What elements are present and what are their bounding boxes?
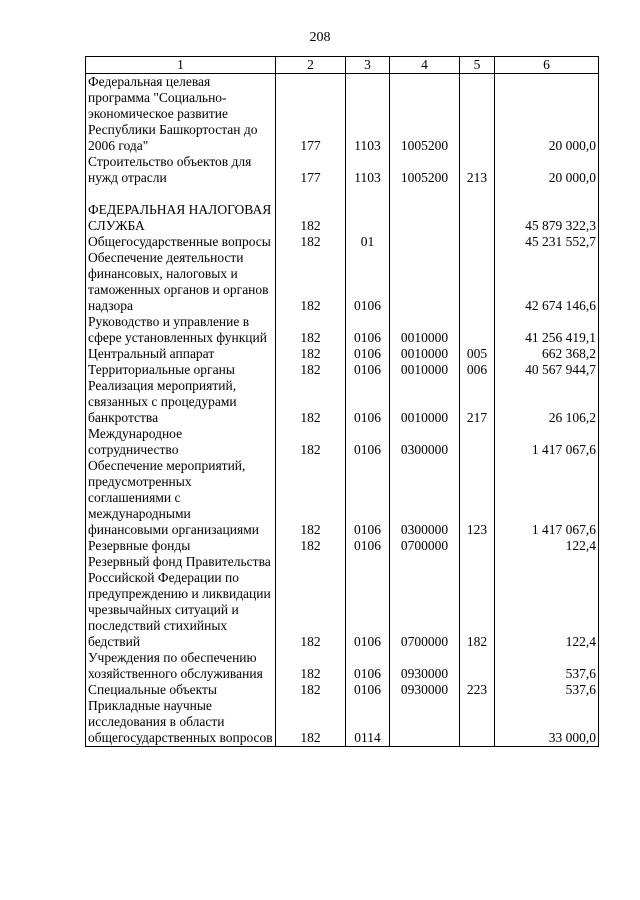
table-body xyxy=(86,74,599,747)
section-code-cell: 0106 xyxy=(346,682,390,698)
expense-type-cell xyxy=(460,314,495,346)
table-row xyxy=(86,314,599,346)
amount-cell: 45 231 552,7 xyxy=(495,234,599,250)
amount-cell: 45 879 322,3 xyxy=(495,202,599,234)
target-article-cell xyxy=(390,250,460,314)
spacer-cell xyxy=(460,186,495,202)
amount-cell: 122,4 xyxy=(495,554,599,650)
expense-type-cell xyxy=(460,202,495,234)
column-header-6: 6 xyxy=(495,57,599,74)
budget-table xyxy=(85,56,599,747)
row-name-cell: Международное сотрудничество xyxy=(86,426,276,458)
target-article-cell xyxy=(390,698,460,747)
target-article-cell: 0010000 xyxy=(390,346,460,362)
spacer-cell xyxy=(390,186,460,202)
row-name-cell: ФЕДЕРАЛЬНАЯ НАЛОГОВАЯ СЛУЖБА xyxy=(86,202,276,234)
row-name-cell: Обеспечение деятельности финансовых, налоговых и таможенных органов и органов надзора xyxy=(86,250,276,314)
amount-cell: 537,6 xyxy=(495,682,599,698)
table-row xyxy=(86,362,599,378)
row-name-cell: Прикладные научные исследования в области общегосударственных вопросов xyxy=(86,698,276,747)
target-article-cell xyxy=(390,234,460,250)
column-header-4: 4 xyxy=(390,57,460,74)
target-article-cell: 0010000 xyxy=(390,378,460,426)
page-number: 208 xyxy=(309,30,331,45)
column-header-5: 5 xyxy=(460,57,495,74)
table-row xyxy=(86,74,599,155)
target-article-cell: 1005200 xyxy=(390,74,460,155)
amount-cell: 122,4 xyxy=(495,538,599,554)
row-name-cell: Резервные фонды xyxy=(86,538,276,554)
target-article-cell: 0930000 xyxy=(390,682,460,698)
expense-type-cell xyxy=(460,650,495,682)
amount-cell: 42 674 146,6 xyxy=(495,250,599,314)
target-article-cell: 0010000 xyxy=(390,314,460,346)
row-name-cell: Резервный фонд Правительства Российской Федерации по предупреждению и ликвидации чрезвычайных ситуаций и последствий стихийных бедствий xyxy=(86,554,276,650)
section-code-cell: 0106 xyxy=(346,554,390,650)
amount-cell: 41 256 419,1 xyxy=(495,314,599,346)
target-article-cell: 0300000 xyxy=(390,458,460,538)
expense-type-cell: 006 xyxy=(460,362,495,378)
table-row xyxy=(86,234,599,250)
expense-type-cell: 005 xyxy=(460,346,495,362)
section-code-cell: 0106 xyxy=(346,458,390,538)
section-code-cell: 0106 xyxy=(346,378,390,426)
row-name-cell: Специальные объекты xyxy=(86,682,276,698)
admin-code-cell: 182 xyxy=(276,346,346,362)
target-article-cell: 0700000 xyxy=(390,538,460,554)
table-row xyxy=(86,154,599,186)
admin-code-cell: 182 xyxy=(276,234,346,250)
spacer-cell xyxy=(86,186,276,202)
amount-cell: 33 000,0 xyxy=(495,698,599,747)
admin-code-cell: 182 xyxy=(276,426,346,458)
amount-cell: 20 000,0 xyxy=(495,154,599,186)
row-name-cell: Учреждения по обеспечению хозяйственного обслуживания xyxy=(86,650,276,682)
expense-type-cell xyxy=(460,74,495,155)
target-article-cell: 0930000 xyxy=(390,650,460,682)
spacer-cell xyxy=(276,186,346,202)
section-code-cell: 0106 xyxy=(346,538,390,554)
amount-cell: 26 106,2 xyxy=(495,378,599,426)
table-row xyxy=(86,458,599,538)
row-name-cell: Руководство и управление в сфере установленных функций xyxy=(86,314,276,346)
section-code-cell: 1103 xyxy=(346,154,390,186)
header-row xyxy=(86,57,599,74)
expense-type-cell xyxy=(460,538,495,554)
expense-type-cell: 123 xyxy=(460,458,495,538)
admin-code-cell: 177 xyxy=(276,154,346,186)
admin-code-cell: 182 xyxy=(276,314,346,346)
amount-cell: 662 368,2 xyxy=(495,346,599,362)
expense-type-cell: 182 xyxy=(460,554,495,650)
amount-cell: 1 417 067,6 xyxy=(495,458,599,538)
table-row xyxy=(86,378,599,426)
section-code-cell: 0106 xyxy=(346,362,390,378)
admin-code-cell: 182 xyxy=(276,202,346,234)
target-article-cell: 1005200 xyxy=(390,154,460,186)
section-code-cell: 1103 xyxy=(346,74,390,155)
target-article-cell: 0010000 xyxy=(390,362,460,378)
section-code-cell: 0106 xyxy=(346,314,390,346)
admin-code-cell: 177 xyxy=(276,74,346,155)
expense-type-cell: 217 xyxy=(460,378,495,426)
amount-cell: 20 000,0 xyxy=(495,74,599,155)
expense-type-cell: 213 xyxy=(460,154,495,186)
column-header-2: 2 xyxy=(276,57,346,74)
section-code-cell: 0106 xyxy=(346,650,390,682)
table-row xyxy=(86,682,599,698)
admin-code-cell: 182 xyxy=(276,250,346,314)
amount-cell: 1 417 067,6 xyxy=(495,426,599,458)
admin-code-cell: 182 xyxy=(276,362,346,378)
admin-code-cell: 182 xyxy=(276,554,346,650)
amount-cell: 537,6 xyxy=(495,650,599,682)
section-code-cell: 0114 xyxy=(346,698,390,747)
expense-type-cell xyxy=(460,426,495,458)
section-code-cell: 0106 xyxy=(346,250,390,314)
row-name-cell: Обеспечение мероприятий, предусмотренных соглашениями с международными финансовыми организациями xyxy=(86,458,276,538)
column-header-3: 3 xyxy=(346,57,390,74)
section-code-cell: 01 xyxy=(346,234,390,250)
expense-type-cell: 223 xyxy=(460,682,495,698)
admin-code-cell: 182 xyxy=(276,682,346,698)
table-row xyxy=(86,538,599,554)
row-name-cell: Реализация мероприятий, связанных с процедурами банкротства xyxy=(86,378,276,426)
expense-type-cell xyxy=(460,250,495,314)
row-name-cell: Общегосударственные вопросы xyxy=(86,234,276,250)
row-name-cell: Центральный аппарат xyxy=(86,346,276,362)
row-name-cell: Строительство объектов для нужд отрасли xyxy=(86,154,276,186)
table-row xyxy=(86,554,599,650)
table-row xyxy=(86,346,599,362)
admin-code-cell: 182 xyxy=(276,650,346,682)
target-article-cell xyxy=(390,202,460,234)
spacer-row xyxy=(86,186,599,202)
spacer-cell xyxy=(495,186,599,202)
table-row xyxy=(86,650,599,682)
expense-type-cell xyxy=(460,234,495,250)
target-article-cell: 0300000 xyxy=(390,426,460,458)
spacer-cell xyxy=(346,186,390,202)
admin-code-cell: 182 xyxy=(276,698,346,747)
section-code-cell: 0106 xyxy=(346,346,390,362)
row-name-cell: Территориальные органы xyxy=(86,362,276,378)
admin-code-cell: 182 xyxy=(276,538,346,554)
admin-code-cell: 182 xyxy=(276,378,346,426)
column-header-1: 1 xyxy=(86,57,276,74)
section-code-cell xyxy=(346,202,390,234)
table-row xyxy=(86,250,599,314)
table-row xyxy=(86,426,599,458)
admin-code-cell: 182 xyxy=(276,458,346,538)
expense-type-cell xyxy=(460,698,495,747)
section-code-cell: 0106 xyxy=(346,426,390,458)
target-article-cell: 0700000 xyxy=(390,554,460,650)
table-row xyxy=(86,202,599,234)
table-row xyxy=(86,698,599,747)
amount-cell: 40 567 944,7 xyxy=(495,362,599,378)
row-name-cell: Федеральная целевая программа "Социально-экономическое развитие Республики Башкортостан до 2006 года" xyxy=(86,74,276,155)
